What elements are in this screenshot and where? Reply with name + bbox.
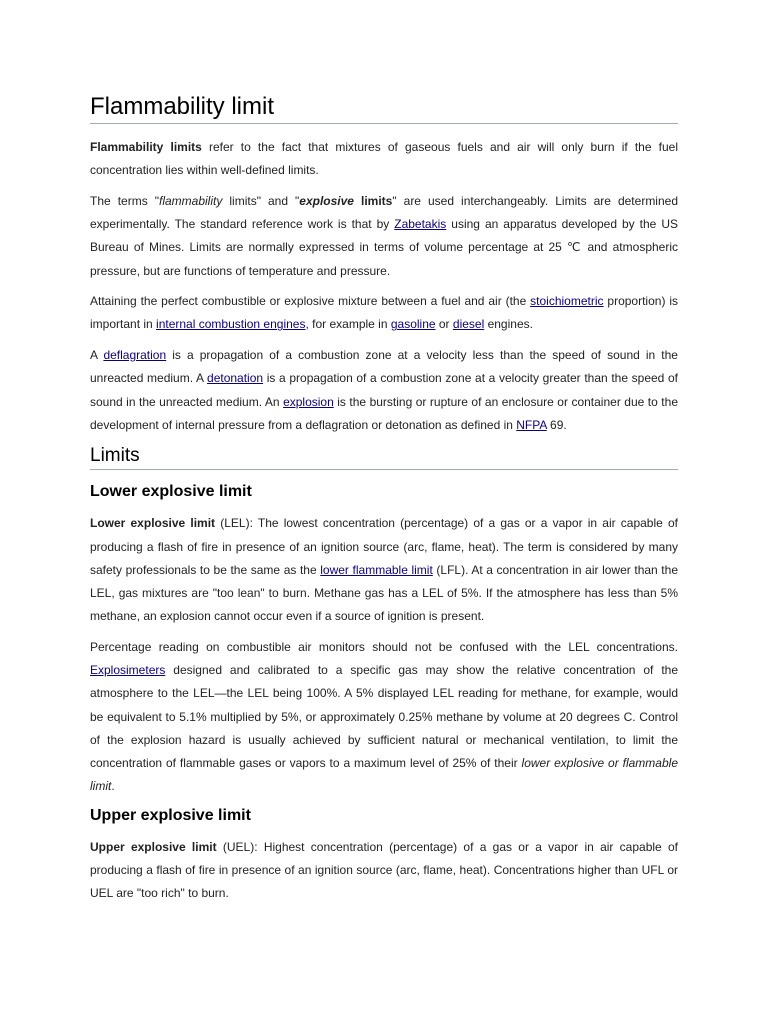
text: , for example in (305, 317, 391, 332)
text: proportion) is important in (90, 294, 678, 332)
intro-paragraph-1 (90, 136, 678, 182)
link-zabetakis[interactable]: Zabetakis (394, 217, 447, 232)
article (90, 92, 678, 913)
text: using an apparatus developed by the US Bureau of Mines. Limits are normally expressed in terms of volume percentage at 25 ℃ and atmospheric pressure, but are functions of temperature and pressure. (90, 217, 679, 278)
text: . (111, 779, 115, 794)
intro-paragraph-2 (90, 190, 678, 283)
text: or (435, 317, 453, 332)
bold-term: Lower explosive limit (90, 516, 216, 531)
link-detonation[interactable]: detonation (207, 371, 264, 386)
link-internal-combustion-engines[interactable]: internal combustion engines (156, 317, 306, 332)
text: limits" and " (222, 193, 300, 208)
text: is a propagation of a combustion zone at a velocity less than the speed of sound in the unreacted medium. A (90, 348, 678, 386)
link-explosimeters[interactable]: Explosimeters (90, 663, 166, 678)
bold-term (299, 194, 392, 208)
text: (UEL): Highest concentration (percentage) of a gas or a vapor in air capable of producing a flash of fire in presence of an ignition source (arc, flame, heat). Concentrations higher than UFL or UEL are "too rich" to burn. (90, 839, 679, 901)
link-stoichiometric[interactable]: stoichiometric (530, 294, 604, 309)
text: designed and calibrated to a specific gas may show the relative concentration of the atmosphere to the LEL—the LEL being 100%. A 5% displayed LEL reading for methane, for example, would be equivalent to 5.1% multiplied by 5%, or approximately 0.25% methane by volume at 20 degrees C. Control of the explosion hazard is usually achieved by sufficient natural or mechanical ventilation, to limit the concentration of flammable gases or vapors to a maximum level of 25% of their (90, 663, 678, 770)
text: (LEL): The lowest concentration (percentage) of a gas or a vapor in air capable of producing a flash of fire in presence of an ignition source (arc, flame, heat). The term is considered by many safety professionals to be the same as the (90, 516, 679, 577)
link-diesel[interactable]: diesel (452, 317, 485, 332)
text: Attaining the perfect combustible or explosive mixture between a fuel and air (the (90, 294, 531, 309)
text: is a propagation of a combustion zone at a velocity greater than the speed of sound in the unreacted medium. An (90, 371, 679, 409)
uel-paragraph-1 (90, 836, 678, 906)
text: " are used interchangeably. Limits are determined experimentally. The standard reference work is that by (90, 193, 678, 232)
text: is the bursting or rupture of an enclosure or container due to the development of internal pressure from a deflagration or detonation as defined in (90, 394, 678, 432)
link-deflagration[interactable]: deflagration (103, 348, 167, 363)
lel-paragraph-2 (90, 636, 678, 798)
text: Percentage reading on combustible air monitors should not be confused with the LEL concentrations. (90, 639, 678, 654)
lel-paragraph-1 (90, 512, 678, 628)
text: A (90, 348, 104, 363)
text: engines. (484, 317, 533, 332)
bold-term: Upper explosive limit (90, 839, 217, 854)
subsection-heading-uel: Upper explosive limit (90, 806, 251, 824)
link-explosion[interactable]: explosion (283, 394, 334, 409)
page-title: Flammability limit (90, 92, 678, 124)
section-heading-limits: Limits (90, 444, 678, 470)
link-gasoline[interactable]: gasoline (390, 317, 436, 332)
link-lower-flammable-limit[interactable]: lower flammable limit (320, 562, 433, 577)
italic-term: explosive (299, 193, 354, 208)
italic-term: lower explosive or flammable limit (90, 755, 678, 794)
text: 69. (546, 417, 567, 432)
link-nfpa[interactable]: NFPA (516, 417, 547, 432)
intro-paragraph-3 (90, 290, 678, 336)
intro-paragraph-4 (90, 344, 678, 437)
text: The terms " (90, 193, 159, 208)
text: limits (353, 193, 393, 208)
text: refer to the fact that mixtures of gaseous fuels and air will only burn if the fuel concentration lies within well-defined limits. (90, 140, 679, 178)
italic-term: flammability (158, 193, 223, 208)
subsection-heading-lel: Lower explosive limit (90, 483, 252, 501)
text: (LFL). At a concentration in air lower than the LEL, gas mixtures are "too lean" to burn. Methane gas has a LEL of 5%. If the atmosphere has less than 5% methane, an explosion cannot occur even if a source of ignition is present. (90, 562, 678, 624)
bold-term: Flammability limits (90, 140, 202, 154)
